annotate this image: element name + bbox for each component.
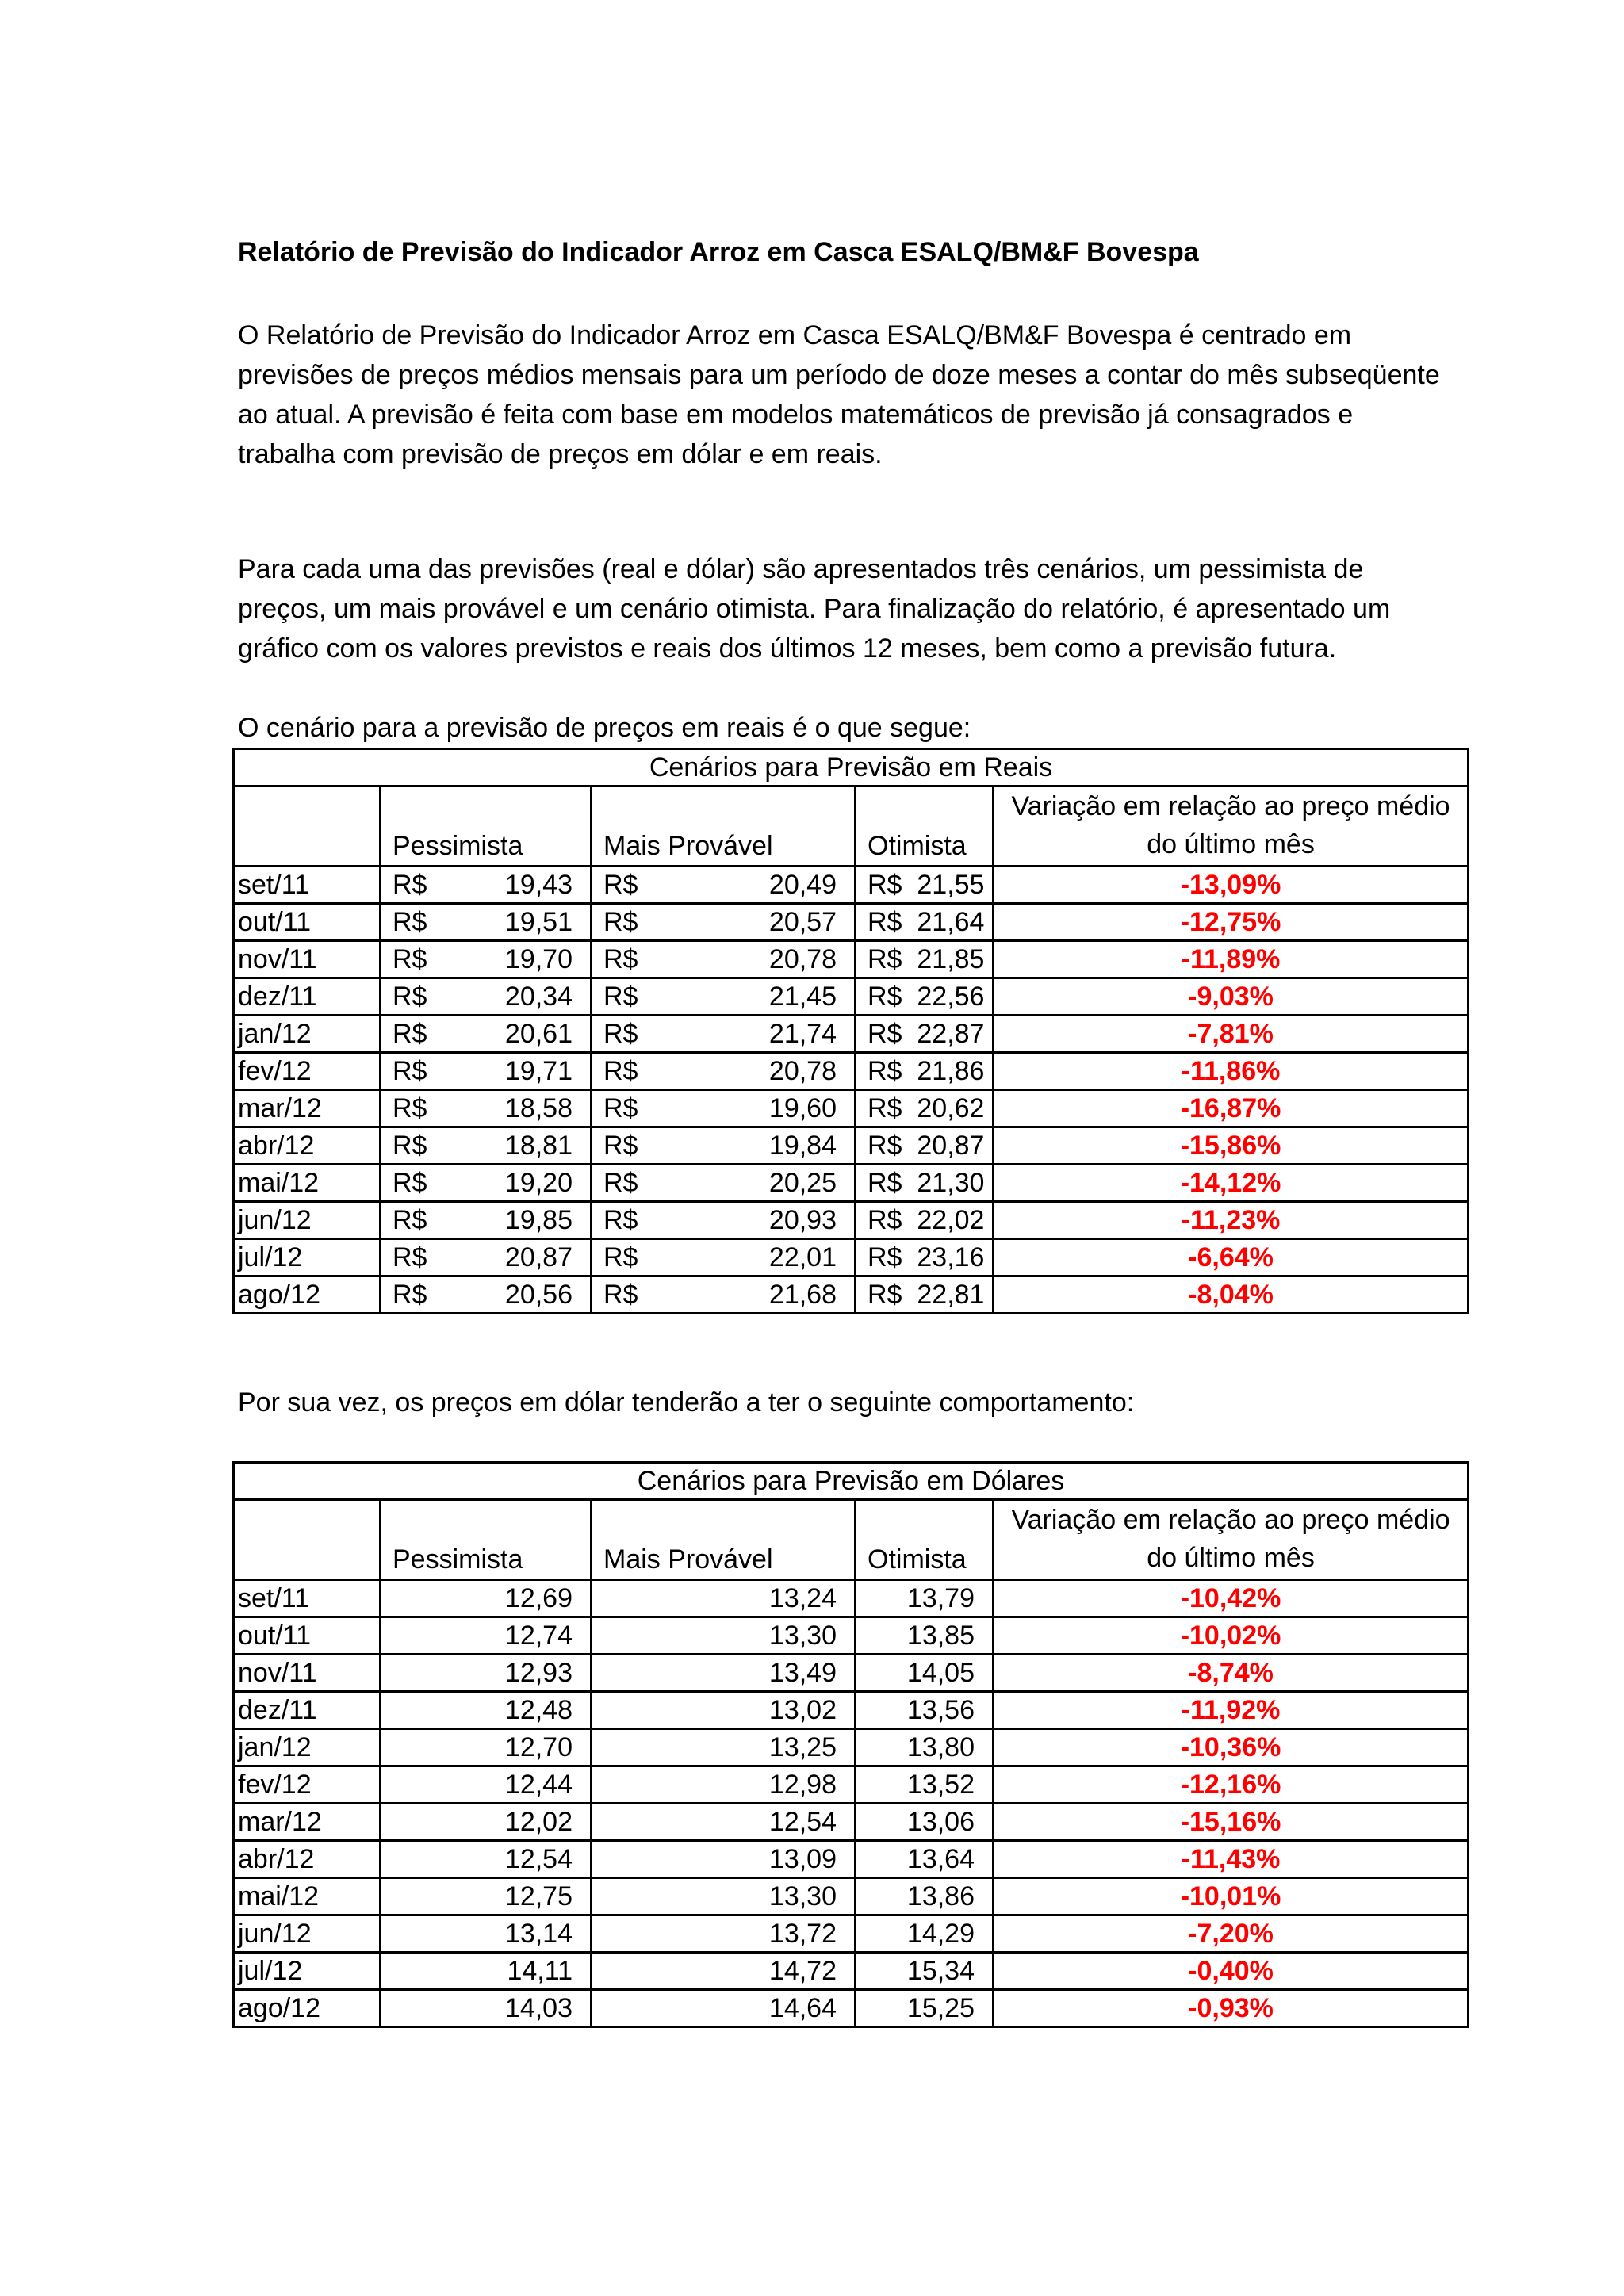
otimista-value: 22,56 xyxy=(917,982,985,1012)
reais-intro-line: O cenário para a previsão de preços em reais é o que segue: xyxy=(238,713,971,743)
variacao-cell: -7,20% xyxy=(994,1915,1469,1953)
provavel-cell: 13,24 xyxy=(592,1580,856,1617)
month-cell: mar/12 xyxy=(234,1090,381,1127)
currency-symbol: R$ xyxy=(603,1168,638,1198)
table-row xyxy=(234,1202,1469,1239)
otimista-value-wrap xyxy=(860,905,989,939)
pessimista-value-wrap xyxy=(385,1091,587,1126)
currency-symbol: R$ xyxy=(603,1280,638,1310)
month-cell: out/11 xyxy=(234,904,381,941)
table-row xyxy=(234,978,1469,1016)
month-cell: set/11 xyxy=(234,867,381,904)
month-cell: fev/12 xyxy=(234,1766,381,1804)
dolar-forecast-table xyxy=(232,1461,1469,2028)
otimista-value-wrap xyxy=(860,1128,989,1163)
table-row xyxy=(234,941,1469,978)
header-otimista: Otimista xyxy=(856,1500,994,1580)
table-row xyxy=(234,1729,1469,1766)
provavel-value-wrap xyxy=(596,1277,851,1312)
provavel-value: 20,25 xyxy=(768,1168,837,1198)
pessimista-cell: 12,02 xyxy=(381,1804,592,1841)
month-cell: nov/11 xyxy=(234,1655,381,1692)
pessimista-value-wrap xyxy=(385,905,587,939)
currency-symbol: R$ xyxy=(393,982,427,1012)
pessimista-cell: 12,44 xyxy=(381,1766,592,1804)
provavel-value-wrap xyxy=(596,1091,851,1126)
provavel-value: 21,45 xyxy=(768,982,837,1012)
otimista-value-wrap xyxy=(860,1165,989,1200)
pessimista-value: 19,71 xyxy=(504,1056,573,1086)
variacao-cell: -14,12% xyxy=(994,1165,1469,1202)
currency-symbol: R$ xyxy=(603,982,638,1012)
month-cell: mai/12 xyxy=(234,1165,381,1202)
provavel-value: 20,49 xyxy=(768,870,837,900)
pessimista-value-wrap xyxy=(385,1054,587,1089)
pessimista-cell xyxy=(381,978,592,1016)
provavel-cell: 13,72 xyxy=(592,1915,856,1953)
provavel-value: 22,01 xyxy=(768,1242,837,1272)
pessimista-value: 19,43 xyxy=(504,870,573,900)
pessimista-value: 18,81 xyxy=(504,1131,573,1161)
pessimista-cell: 12,70 xyxy=(381,1729,592,1766)
month-cell: abr/12 xyxy=(234,1127,381,1165)
variacao-cell: -0,40% xyxy=(994,1953,1469,1990)
scenario-line: gráfico com os valores previstos e reais dos últimos 12 meses, bem como a previsão futura. xyxy=(238,633,1337,664)
table-row xyxy=(234,1804,1469,1841)
table-row xyxy=(234,1878,1469,1915)
currency-symbol: R$ xyxy=(868,1205,902,1235)
pessimista-cell xyxy=(381,1016,592,1053)
variacao-cell: -9,03% xyxy=(994,978,1469,1016)
otimista-value-wrap xyxy=(860,1016,989,1051)
pessimista-value: 20,87 xyxy=(504,1242,573,1272)
currency-symbol: R$ xyxy=(868,944,902,974)
report-title: Relatório de Previsão do Indicador Arroz em Casca ESALQ/BM&F Bovespa xyxy=(238,237,1199,267)
table-header-row xyxy=(234,1500,1469,1580)
header-month-blank xyxy=(234,786,381,867)
pessimista-cell: 14,11 xyxy=(381,1953,592,1990)
pessimista-cell: 14,03 xyxy=(381,1990,592,2027)
currency-symbol: R$ xyxy=(393,1205,427,1235)
pessimista-cell: 12,75 xyxy=(381,1878,592,1915)
variacao-cell: -11,89% xyxy=(994,941,1469,978)
pessimista-cell xyxy=(381,1202,592,1239)
table-title-row xyxy=(234,749,1469,786)
otimista-value-wrap xyxy=(860,1240,989,1275)
table-title-row xyxy=(234,1463,1469,1500)
table-row xyxy=(234,1692,1469,1729)
variacao-cell: -8,04% xyxy=(994,1276,1469,1314)
variacao-cell: -16,87% xyxy=(994,1090,1469,1127)
currency-symbol: R$ xyxy=(393,1056,427,1086)
otimista-cell: 13,56 xyxy=(856,1692,994,1729)
pessimista-cell xyxy=(381,1127,592,1165)
variacao-cell: -12,75% xyxy=(994,904,1469,941)
otimista-cell xyxy=(856,904,994,941)
pessimista-value-wrap xyxy=(385,1016,587,1051)
pessimista-value: 19,51 xyxy=(504,907,573,937)
currency-symbol: R$ xyxy=(603,870,638,900)
table-row xyxy=(234,1165,1469,1202)
variacao-cell: -10,02% xyxy=(994,1617,1469,1655)
variacao-cell: -11,43% xyxy=(994,1841,1469,1878)
table-header-row xyxy=(234,786,1469,867)
variacao-cell: -11,92% xyxy=(994,1692,1469,1729)
month-cell: fev/12 xyxy=(234,1053,381,1090)
pessimista-value-wrap xyxy=(385,942,587,977)
otimista-cell xyxy=(856,1276,994,1314)
table-row xyxy=(234,1127,1469,1165)
provavel-cell: 13,09 xyxy=(592,1841,856,1878)
pessimista-cell xyxy=(381,1239,592,1276)
currency-symbol: R$ xyxy=(393,1019,427,1049)
currency-symbol: R$ xyxy=(393,944,427,974)
header-variacao xyxy=(994,786,1469,867)
month-cell: dez/11 xyxy=(234,978,381,1016)
intro-line: O Relatório de Previsão do Indicador Arroz em Casca ESALQ/BM&F Bovespa é centrado em xyxy=(238,320,1352,350)
currency-symbol: R$ xyxy=(868,1242,902,1272)
table-row xyxy=(234,1239,1469,1276)
currency-symbol: R$ xyxy=(868,870,902,900)
month-cell: jul/12 xyxy=(234,1953,381,1990)
provavel-cell xyxy=(592,1276,856,1314)
variacao-cell: -10,01% xyxy=(994,1878,1469,1915)
provavel-cell: 14,64 xyxy=(592,1990,856,2027)
header-variacao-line1: Variação em relação ao preço médio xyxy=(1011,1505,1450,1535)
otimista-cell xyxy=(856,1165,994,1202)
provavel-value-wrap xyxy=(596,1203,851,1238)
scenario-line: preços, um mais provável e um cenário otimista. Para finalização do relatório, é apresentado um xyxy=(238,594,1391,624)
currency-symbol: R$ xyxy=(393,1131,427,1161)
currency-symbol: R$ xyxy=(603,944,638,974)
pessimista-cell xyxy=(381,1165,592,1202)
dolar-intro-text xyxy=(238,1383,1134,1422)
pessimista-value-wrap xyxy=(385,979,587,1014)
pessimista-cell: 12,69 xyxy=(381,1580,592,1617)
table-row xyxy=(234,1766,1469,1804)
table-row xyxy=(234,1016,1469,1053)
pessimista-cell: 12,74 xyxy=(381,1617,592,1655)
intro-line: previsões de preços médios mensais para um período de doze meses a contar do mês subseqüente xyxy=(238,360,1440,390)
variacao-cell: -12,16% xyxy=(994,1766,1469,1804)
pessimista-value: 19,20 xyxy=(504,1168,573,1198)
pessimista-value: 20,56 xyxy=(504,1280,573,1310)
provavel-cell: 13,30 xyxy=(592,1617,856,1655)
table-row xyxy=(234,1915,1469,1953)
otimista-cell xyxy=(856,1239,994,1276)
otimista-value: 21,55 xyxy=(917,870,985,900)
otimista-value: 22,87 xyxy=(917,1019,985,1049)
table-row xyxy=(234,1276,1469,1314)
pessimista-cell xyxy=(381,904,592,941)
scenario-line: Para cada uma das previsões (real e dólar) são apresentados três cenários, um pessimista de xyxy=(238,554,1364,584)
month-cell: out/11 xyxy=(234,1617,381,1655)
month-cell: nov/11 xyxy=(234,941,381,978)
otimista-cell: 13,06 xyxy=(856,1804,994,1841)
otimista-cell xyxy=(856,978,994,1016)
month-cell: jun/12 xyxy=(234,1202,381,1239)
provavel-value-wrap xyxy=(596,867,851,902)
variacao-cell: -15,16% xyxy=(994,1804,1469,1841)
provavel-cell xyxy=(592,1053,856,1090)
table-row xyxy=(234,1990,1469,2027)
reais-forecast-table xyxy=(232,748,1469,1314)
otimista-value-wrap xyxy=(860,979,989,1014)
provavel-cell xyxy=(592,1239,856,1276)
provavel-value-wrap xyxy=(596,1240,851,1275)
provavel-cell: 12,98 xyxy=(592,1766,856,1804)
otimista-value: 23,16 xyxy=(917,1242,985,1272)
provavel-cell: 13,02 xyxy=(592,1692,856,1729)
provavel-value: 21,74 xyxy=(768,1019,837,1049)
otimista-value: 20,62 xyxy=(917,1093,985,1123)
month-cell: jan/12 xyxy=(234,1016,381,1053)
reais-intro-text xyxy=(238,708,971,748)
header-pessimista: Pessimista xyxy=(381,786,592,867)
currency-symbol: R$ xyxy=(393,1168,427,1198)
otimista-cell: 13,52 xyxy=(856,1766,994,1804)
provavel-value-wrap xyxy=(596,1054,851,1089)
provavel-value: 20,78 xyxy=(768,1056,837,1086)
currency-symbol: R$ xyxy=(393,870,427,900)
month-cell: jul/12 xyxy=(234,1239,381,1276)
currency-symbol: R$ xyxy=(868,1280,902,1310)
scenario-paragraph xyxy=(238,549,1390,668)
otimista-cell xyxy=(856,1090,994,1127)
otimista-cell: 13,80 xyxy=(856,1729,994,1766)
currency-symbol: R$ xyxy=(393,1093,427,1123)
currency-symbol: R$ xyxy=(603,1093,638,1123)
provavel-value: 19,60 xyxy=(768,1093,837,1123)
provavel-value: 20,57 xyxy=(768,907,837,937)
provavel-value: 20,93 xyxy=(768,1205,837,1235)
header-provavel: Mais Provável xyxy=(592,1500,856,1580)
variacao-cell: -6,64% xyxy=(994,1239,1469,1276)
otimista-value-wrap xyxy=(860,1091,989,1126)
header-variacao-line1: Variação em relação ao preço médio xyxy=(1011,791,1450,821)
otimista-value: 21,30 xyxy=(917,1168,985,1198)
otimista-value-wrap xyxy=(860,942,989,977)
table-row xyxy=(234,1053,1469,1090)
provavel-cell xyxy=(592,1127,856,1165)
variacao-cell: -11,23% xyxy=(994,1202,1469,1239)
month-cell: jun/12 xyxy=(234,1915,381,1953)
otimista-value: 21,64 xyxy=(917,907,985,937)
month-cell: set/11 xyxy=(234,1580,381,1617)
otimista-cell: 13,85 xyxy=(856,1617,994,1655)
variacao-cell: -0,93% xyxy=(994,1990,1469,2027)
currency-symbol: R$ xyxy=(603,1205,638,1235)
table-row xyxy=(234,1655,1469,1692)
variacao-cell: -15,86% xyxy=(994,1127,1469,1165)
currency-symbol: R$ xyxy=(393,1242,427,1272)
provavel-cell xyxy=(592,1202,856,1239)
intro-line: ao atual. A previsão é feita com base em modelos matemáticos de previsão já consagrados e xyxy=(238,400,1354,430)
currency-symbol: R$ xyxy=(868,907,902,937)
pessimista-cell: 12,54 xyxy=(381,1841,592,1878)
table-row xyxy=(234,1090,1469,1127)
month-cell: abr/12 xyxy=(234,1841,381,1878)
variacao-cell: -13,09% xyxy=(994,867,1469,904)
pessimista-value: 18,58 xyxy=(504,1093,573,1123)
pessimista-value-wrap xyxy=(385,1277,587,1312)
pessimista-value: 20,61 xyxy=(504,1019,573,1049)
pessimista-value-wrap xyxy=(385,1203,587,1238)
table-title: Cenários para Previsão em Dólares xyxy=(234,1463,1469,1500)
otimista-value-wrap xyxy=(860,1054,989,1089)
otimista-value: 21,86 xyxy=(917,1056,985,1086)
currency-symbol: R$ xyxy=(603,1019,638,1049)
header-variacao xyxy=(994,1500,1469,1580)
otimista-cell xyxy=(856,1202,994,1239)
provavel-value: 19,84 xyxy=(768,1131,837,1161)
pessimista-cell xyxy=(381,867,592,904)
header-pessimista: Pessimista xyxy=(381,1500,592,1580)
table-row xyxy=(234,1617,1469,1655)
otimista-value-wrap xyxy=(860,1277,989,1312)
provavel-value-wrap xyxy=(596,942,851,977)
otimista-cell: 14,05 xyxy=(856,1655,994,1692)
otimista-value: 21,85 xyxy=(917,944,985,974)
header-otimista: Otimista xyxy=(856,786,994,867)
currency-symbol: R$ xyxy=(868,1093,902,1123)
dolar-intro-line: Por sua vez, os preços em dólar tenderão a ter o seguinte comportamento: xyxy=(238,1387,1135,1418)
pessimista-value: 19,70 xyxy=(504,944,573,974)
month-cell: dez/11 xyxy=(234,1692,381,1729)
pessimista-cell: 12,48 xyxy=(381,1692,592,1729)
table-row xyxy=(234,1953,1469,1990)
provavel-cell xyxy=(592,1090,856,1127)
table-row xyxy=(234,867,1469,904)
provavel-cell: 14,72 xyxy=(592,1953,856,1990)
month-cell: jan/12 xyxy=(234,1729,381,1766)
provavel-cell: 13,49 xyxy=(592,1655,856,1692)
pessimista-value-wrap xyxy=(385,867,587,902)
header-month-blank xyxy=(234,1500,381,1580)
provavel-value-wrap xyxy=(596,1165,851,1200)
provavel-cell xyxy=(592,941,856,978)
otimista-value: 22,02 xyxy=(917,1205,985,1235)
pessimista-cell: 12,93 xyxy=(381,1655,592,1692)
variacao-cell: -10,42% xyxy=(994,1580,1469,1617)
otimista-cell xyxy=(856,1053,994,1090)
header-variacao-line2: do último mês xyxy=(1147,1543,1315,1573)
month-cell: mai/12 xyxy=(234,1878,381,1915)
provavel-value: 21,68 xyxy=(768,1280,837,1310)
provavel-value-wrap xyxy=(596,1016,851,1051)
currency-symbol: R$ xyxy=(868,982,902,1012)
pessimista-value: 19,85 xyxy=(504,1205,573,1235)
variacao-cell: -8,74% xyxy=(994,1655,1469,1692)
month-cell: mar/12 xyxy=(234,1804,381,1841)
table-row xyxy=(234,904,1469,941)
currency-symbol: R$ xyxy=(603,1131,638,1161)
month-cell: ago/12 xyxy=(234,1990,381,2027)
provavel-value-wrap xyxy=(596,905,851,939)
pessimista-cell: 13,14 xyxy=(381,1915,592,1953)
variacao-cell: -7,81% xyxy=(994,1016,1469,1053)
currency-symbol: R$ xyxy=(868,1131,902,1161)
provavel-cell xyxy=(592,1165,856,1202)
pessimista-cell xyxy=(381,1276,592,1314)
pessimista-cell xyxy=(381,1090,592,1127)
variacao-cell: -11,86% xyxy=(994,1053,1469,1090)
pessimista-value-wrap xyxy=(385,1165,587,1200)
otimista-value: 20,87 xyxy=(917,1131,985,1161)
currency-symbol: R$ xyxy=(868,1019,902,1049)
otimista-value-wrap xyxy=(860,867,989,902)
currency-symbol: R$ xyxy=(603,1056,638,1086)
pessimista-cell xyxy=(381,941,592,978)
otimista-cell xyxy=(856,1127,994,1165)
pessimista-value: 20,34 xyxy=(504,982,573,1012)
otimista-value-wrap xyxy=(860,1203,989,1238)
table-row xyxy=(234,1580,1469,1617)
table-row xyxy=(234,1841,1469,1878)
provavel-value: 20,78 xyxy=(768,944,837,974)
currency-symbol: R$ xyxy=(868,1056,902,1086)
otimista-cell: 13,86 xyxy=(856,1878,994,1915)
header-variacao-line2: do último mês xyxy=(1147,829,1315,859)
provavel-cell: 12,54 xyxy=(592,1804,856,1841)
provavel-cell xyxy=(592,978,856,1016)
otimista-cell xyxy=(856,941,994,978)
variacao-cell: -10,36% xyxy=(994,1729,1469,1766)
currency-symbol: R$ xyxy=(603,907,638,937)
currency-symbol: R$ xyxy=(603,1242,638,1272)
otimista-cell xyxy=(856,1016,994,1053)
provavel-cell xyxy=(592,1016,856,1053)
month-cell: ago/12 xyxy=(234,1276,381,1314)
pessimista-value-wrap xyxy=(385,1128,587,1163)
currency-symbol: R$ xyxy=(393,907,427,937)
otimista-cell: 15,34 xyxy=(856,1953,994,1990)
currency-symbol: R$ xyxy=(393,1280,427,1310)
otimista-cell xyxy=(856,867,994,904)
pessimista-value-wrap xyxy=(385,1240,587,1275)
provavel-cell xyxy=(592,867,856,904)
otimista-cell: 13,64 xyxy=(856,1841,994,1878)
provavel-cell: 13,25 xyxy=(592,1729,856,1766)
table-title: Cenários para Previsão em Reais xyxy=(234,749,1469,786)
provavel-value-wrap xyxy=(596,1128,851,1163)
header-provavel: Mais Provável xyxy=(592,786,856,867)
pessimista-cell xyxy=(381,1053,592,1090)
provavel-cell xyxy=(592,904,856,941)
intro-line: trabalha com previsão de preços em dólar e em reais. xyxy=(238,439,883,469)
intro-paragraph xyxy=(238,316,1440,474)
currency-symbol: R$ xyxy=(868,1168,902,1198)
otimista-cell: 15,25 xyxy=(856,1990,994,2027)
provavel-cell: 13,30 xyxy=(592,1878,856,1915)
otimista-cell: 13,79 xyxy=(856,1580,994,1617)
otimista-cell: 14,29 xyxy=(856,1915,994,1953)
provavel-value-wrap xyxy=(596,979,851,1014)
otimista-value: 22,81 xyxy=(917,1280,985,1310)
